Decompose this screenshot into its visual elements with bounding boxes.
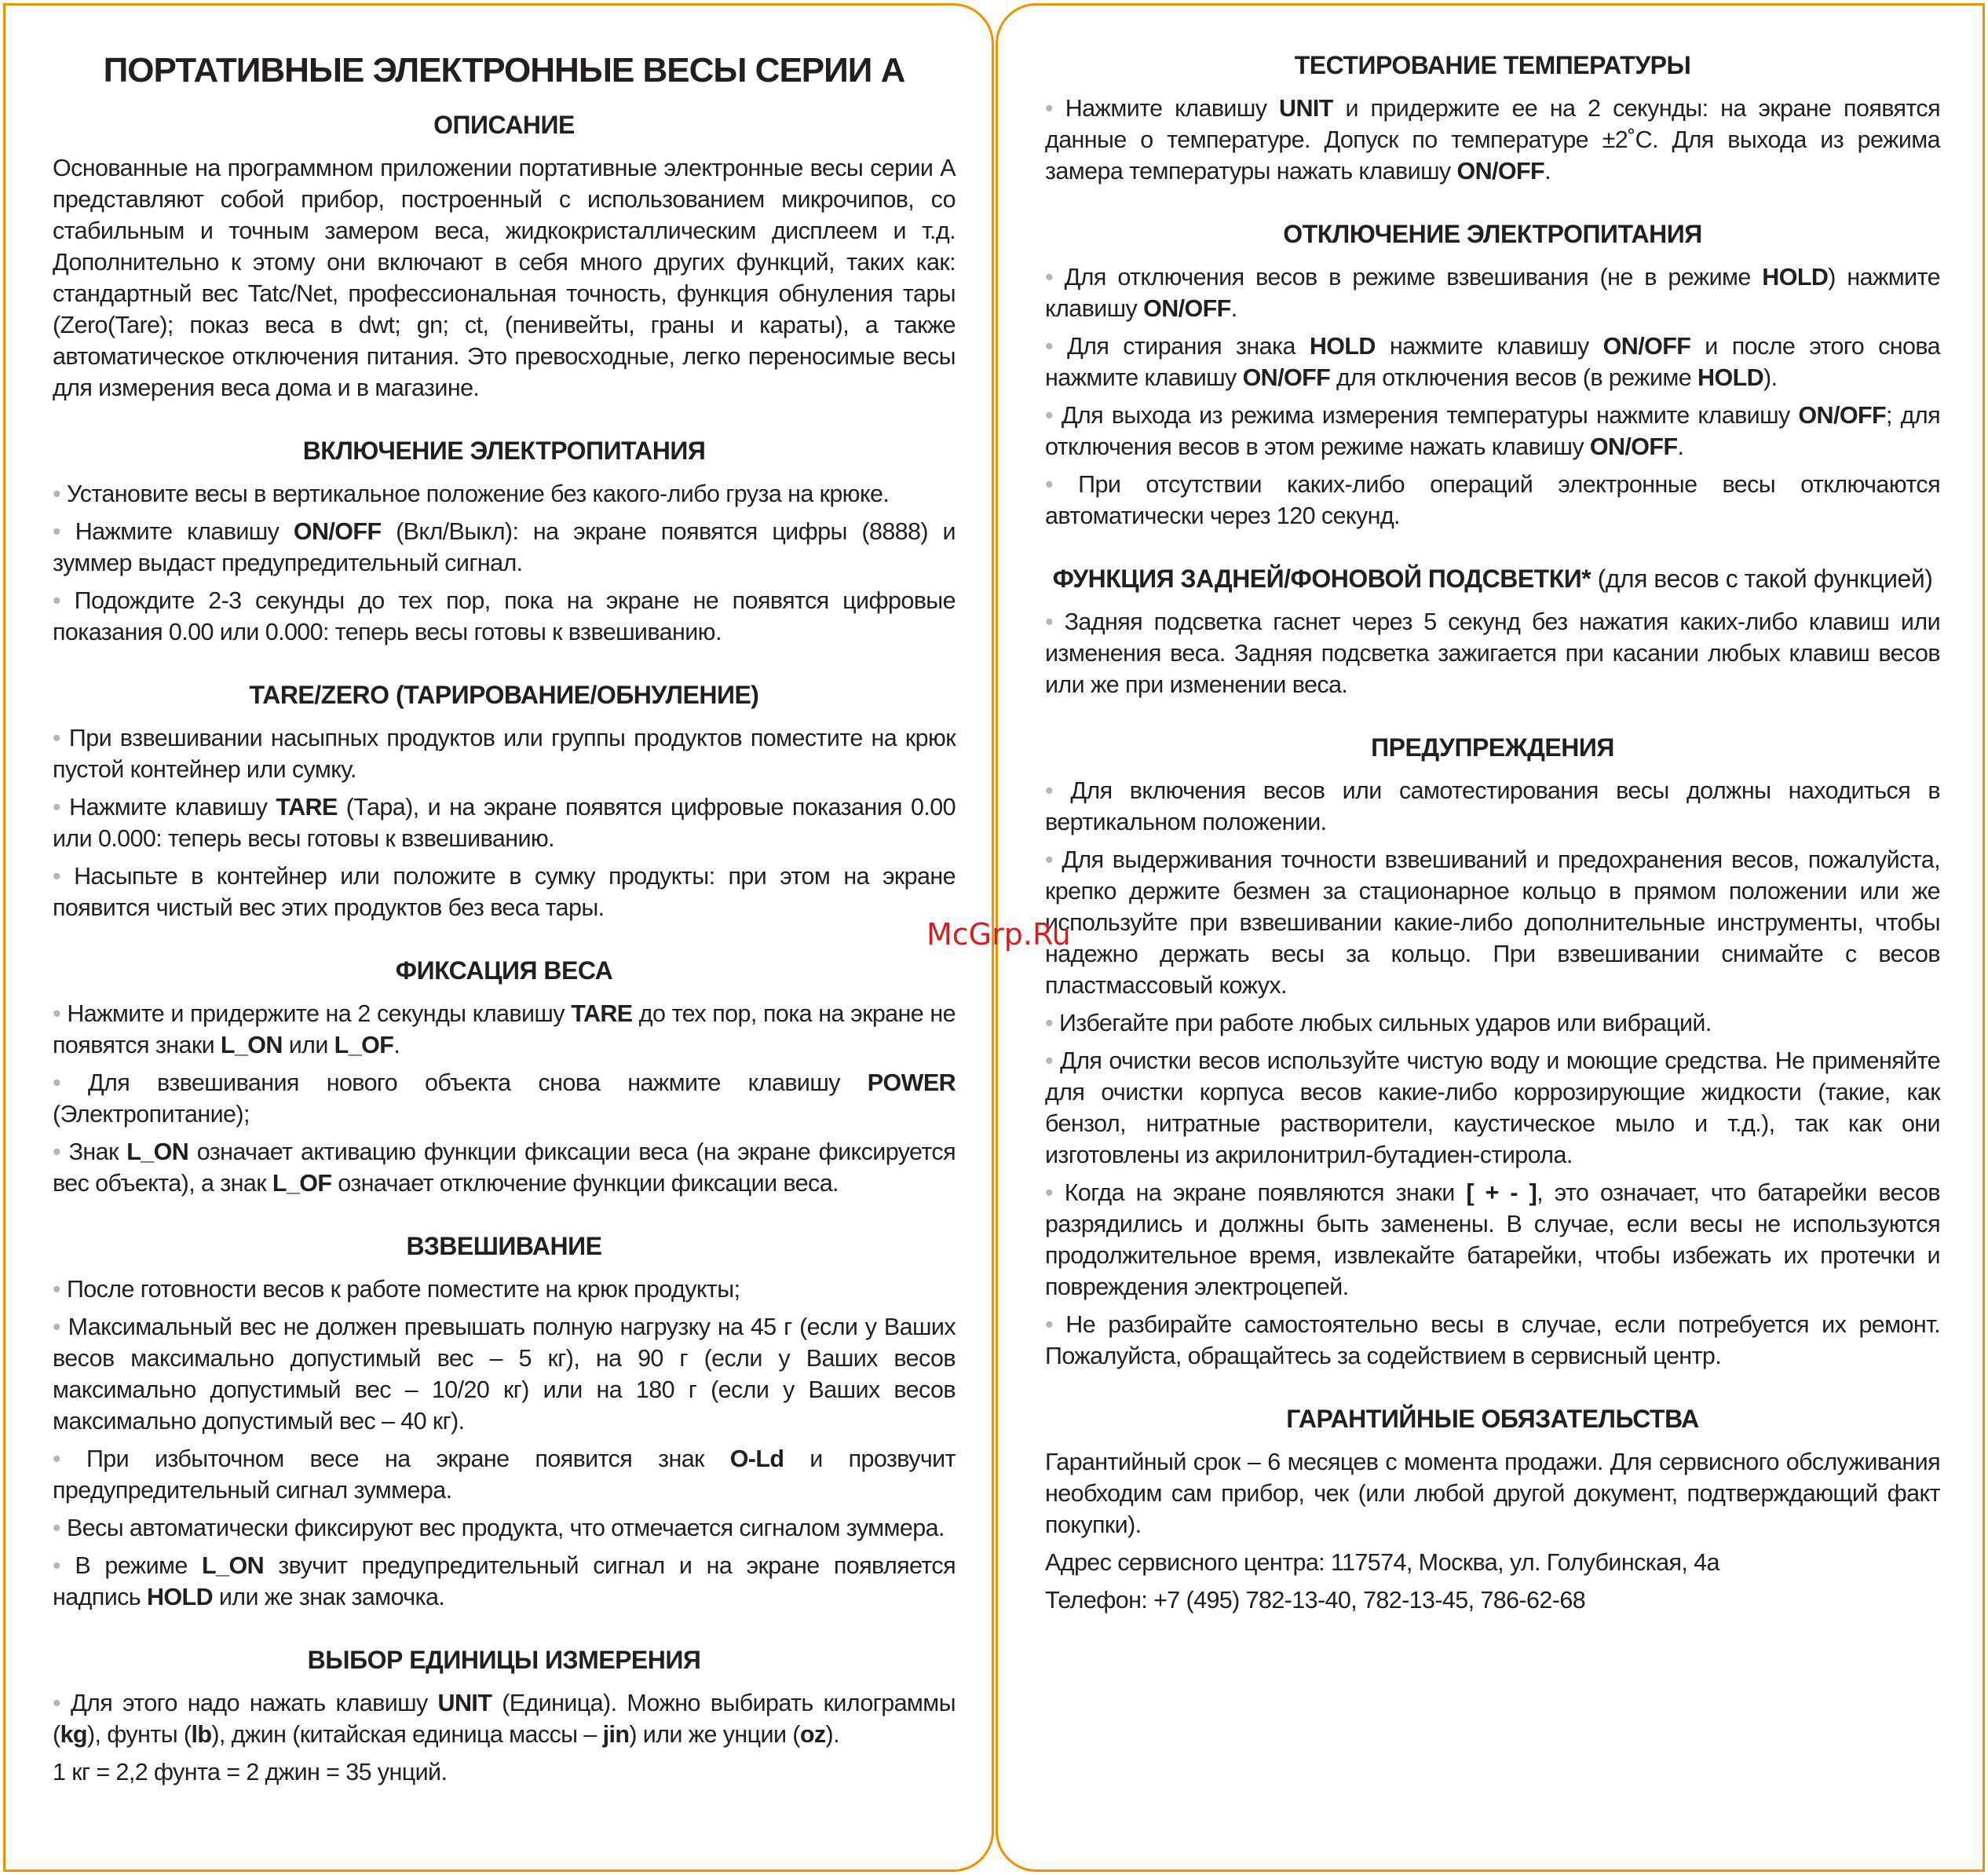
page-title: ПОРТАТИВНЫЕ ЭЛЕКТРОННЫЕ ВЕСЫ СЕРИИ А	[103, 51, 905, 90]
paragraph: • После готовности весов к работе поместите на крюк продукты;	[53, 1276, 740, 1303]
left-page	[3, 3, 994, 1872]
bullet-icon: •	[1045, 1047, 1054, 1074]
bullet-icon: •	[53, 1690, 61, 1716]
section-warranty	[1045, 1405, 1940, 1616]
section-power-on	[53, 437, 956, 648]
bullet-icon: •	[53, 587, 61, 614]
paragraph: • Максимальный вес не должен превышать полную нагрузку на 45 г (если у Ваших весов максимально допустимый вес – 5 кг), на 90 г (если у Ваших весов максимально допустимый вес – 10/20 кг) или на 180 г (если у Ваших весов максимально допустимый вес – 40 кг).	[53, 1314, 956, 1435]
bullet-icon: •	[53, 1515, 61, 1541]
paragraph: • Для отключения весов в режиме взвешивания (не в режиме HOLD) нажмите клавишу ON/OFF.	[1045, 264, 1940, 322]
section-note: (для весов с такой функцией)	[1591, 565, 1933, 593]
description-text: Основанные на программном приложении портативные электронные весы серии А представляют собой прибор, построенный с использованием микрочипов, со стабильным и точным замером веса, жидкокристаллическим дисплеем и т.д. Дополнительно к этому они включают в себя много других функций, таких как: стандартный вес Tatc/Net, профессиональная точность, функция обнуления тары (Zero(Tare); показ веса в dwt; gn; ct, (пенивейты, граны и караты), а также автоматическое отключения питания. Это превосходные, легко переносимые весы для измерения веса дома и в магазине.	[53, 155, 956, 401]
paragraph: • Нажмите клавишу UNIT и придержите ее на 2 секунды: на экране появятся данные о температуре. Допуск по температуре ±2˚С. Для выхода из режима замера температуры нажать клавишу ON/OFF.	[1045, 95, 1941, 185]
section-backlight	[1045, 565, 1940, 700]
paragraph: • При избыточном весе на экране появится знак O-Ld и прозвучит предупредительный сигнал зуммера.	[53, 1446, 956, 1504]
bullet-icon: •	[1045, 1311, 1054, 1338]
paragraph: • Для очистки весов используйте чистую воду и моющие средства. Не применяйте для очистки корпуса весов какие-либо коррозирующие жидкости (такие, как бензол, нитратные растворители, каустическое мыло и т.д.), так как они изготовлены из акрилонитрил-бутадиен-стирола.	[1045, 1047, 1940, 1168]
section-title: TARE/ZERO (ТАРИРОВАНИЕ/ОБНУЛЕНИЕ)	[249, 681, 759, 709]
paragraph: • Весы автоматически фиксируют вес продукта, что отмечается сигналом зуммера.	[53, 1515, 945, 1541]
paragraph: 1 кг = 2,2 фунта = 2 джин = 35 унций.	[53, 1759, 448, 1785]
section-description	[53, 111, 956, 404]
right-page	[996, 3, 1985, 1872]
bullet-icon: •	[1045, 402, 1054, 429]
bullet-icon: •	[53, 794, 61, 821]
bullet-icon: •	[1045, 333, 1054, 360]
bullet-icon: •	[53, 518, 61, 545]
paragraph: • Подождите 2-3 секунды до тех пор, пока на экране не появятся цифровые показания 0.00 или 0.000: теперь весы готовы к взвешиванию.	[53, 587, 956, 645]
bullet-icon: •	[53, 1139, 61, 1165]
bullet-icon: •	[1045, 95, 1054, 122]
section-title: ГАРАНТИЙНЫЕ ОБЯЗАТЕЛЬСТВА	[1286, 1405, 1699, 1433]
bullet-icon: •	[53, 1446, 61, 1472]
section-warnings	[1045, 733, 1940, 1372]
bullet-icon: •	[53, 1069, 61, 1096]
paragraph: • Нажмите и придержите на 2 секунды клавишу TARE до тех пор, пока на экране не появятся знаки L_ON или L_OF.	[53, 1000, 956, 1058]
section-tare	[53, 681, 956, 923]
left-column	[53, 5, 956, 1794]
section-weighing	[53, 1232, 956, 1613]
right-column	[1045, 5, 1940, 1622]
bullet-icon: •	[1045, 777, 1054, 804]
paragraph: • Для стирания знака HOLD нажмите клавишу ON/OFF и после этого снова нажмите клавишу ON/OFF для отключения весов (в режиме HOLD).	[1045, 333, 1941, 391]
section-title: ТЕСТИРОВАНИЕ ТЕМПЕРАТУРЫ	[1294, 51, 1691, 79]
section-title: ОТКЛЮЧЕНИЕ ЭЛЕКТРОПИТАНИЯ	[1283, 220, 1702, 248]
paragraph: • Задняя подсветка гаснет через 5 секунд без нажатия каких-либо клавиш или изменения веса. Задняя подсветка зажигается при касании любых клавиш весов или же при изменении веса.	[1045, 609, 1941, 698]
paragraph: • Нажмите клавишу ON/OFF (Вкл/Выкл): на экране появятся цифры (8888) и зуммер выдаст предупредительный сигнал.	[53, 518, 956, 576]
service-address: Адрес сервисного центра: 117574, Москва, ул. Голубинская, 4а	[1045, 1549, 1719, 1576]
paragraph: • Для взвешивания нового объекта снова нажмите клавишу POWER (Электропитание);	[53, 1069, 956, 1128]
paragraph: Гарантийный срок – 6 месяцев с момента продажи. Для сервисного обслуживания необходим сам прибор, чек (или любой другой документ, подтверждающий факт покупки).	[1045, 1449, 1940, 1538]
paragraph: • Не разбирайте самостоятельно весы в случае, если потребуется их ремонт. Пожалуйста, обращайтесь за содействием в сервисный центр.	[1045, 1311, 1941, 1369]
paragraph: • При отсутствии каких-либо операций электронные весы отключаются автоматически через 120 секунд.	[1045, 471, 1940, 529]
paragraph: • Насыпьте в контейнер или положите в сумку продукты: при этом на экране появится чистый вес этих продуктов без веса тары.	[53, 863, 956, 921]
section-title: ПРЕДУПРЕЖДЕНИЯ	[1371, 733, 1614, 762]
paragraph: • Установите весы в вертикальное положение без какого-либо груза на крюке.	[53, 481, 890, 507]
bullet-icon: •	[53, 1000, 61, 1027]
paragraph: • Нажмите клавишу TARE (Тара), и на экране появятся цифровые показания 0.00 или 0.000: теперь весы готовы к взвешиванию.	[53, 794, 956, 852]
bullet-icon: •	[1045, 471, 1054, 498]
paragraph: • При взвешивании насыпных продуктов или группы продуктов поместите на крюк пустой контейнер или сумку.	[53, 725, 956, 783]
bullet-icon: •	[1045, 846, 1054, 873]
paragraph: • Избегайте при работе любых сильных ударов или вибраций.	[1045, 1010, 1712, 1036]
paragraph: • Для этого надо нажать клавишу UNIT (Единица). Можно выбирать килограммы (kg), фунты (lb), джин (китайская единица массы – jin) или же унции (oz).	[53, 1690, 956, 1748]
bullet-icon: •	[53, 481, 61, 507]
paragraph: • Для выдерживания точности взвешиваний и предохранения весов, пожалуйста, крепко держите безмен за стационарное кольцо в прямом положении или же используйте при взвешивании какие-либо дополнительные инструменты, чтобы надежно держать весы за кольцо. При взвешивании снимайте с весов пластмассовый кожух.	[1045, 846, 1941, 999]
bullet-icon: •	[53, 1314, 61, 1340]
section-title: ВКЛЮЧЕНИЕ ЭЛЕКТРОПИТАНИЯ	[302, 437, 706, 465]
bullet-icon: •	[53, 1276, 61, 1303]
section-title: ОПИСАНИЕ	[433, 111, 575, 139]
paragraph: • Для выхода из режима измерения температуры нажмите клавишу ON/OFF; для отключения весов в этом режиме нажать клавишу ON/OFF.	[1045, 402, 1940, 460]
paragraph: • Знак L_ON означает активацию функции фиксации веса (на экране фиксируется вес объекта), а знак L_OF означает отключение функции фиксации веса.	[53, 1139, 956, 1197]
section-power-off	[1045, 220, 1940, 532]
section-title: ФИКСАЦИЯ ВЕСА	[395, 956, 613, 985]
paragraph: • В режиме L_ON звучит предупредительный сигнал и на экране появляется надпись HOLD или же знак замочка.	[53, 1552, 956, 1610]
watermark: McGrp.Ru	[926, 917, 1071, 952]
bullet-icon: •	[1045, 1179, 1054, 1206]
section-temperature	[1045, 51, 1940, 187]
paragraph: • Для включения весов или самотестирования весы должны находиться в вертикальном положении.	[1045, 777, 1940, 835]
bullet-icon: •	[53, 725, 61, 751]
section-title: ВЫБОР ЕДИНИЦЫ ИЗМЕРЕНИЯ	[307, 1646, 701, 1674]
bullet-icon: •	[53, 863, 61, 890]
section-title: ВЗВЕШИВАНИЕ	[406, 1232, 602, 1260]
service-phone: Телефон: +7 (495) 782-13-40, 782-13-45, 786-62-68	[1045, 1587, 1586, 1614]
bullet-icon: •	[53, 1552, 61, 1579]
bullet-icon: •	[1045, 609, 1054, 635]
bullet-icon: •	[1045, 264, 1054, 291]
paragraph: • Когда на экране появляются знаки [ + - ], это означает, что батарейки весов разрядились и должны быть заменены. В случае, если весы не используются продолжительное время, извлекайте батарейки, чтобы избежать их протечки и повреждения электроцепей.	[1045, 1179, 1940, 1300]
section-hold	[53, 956, 956, 1199]
bullet-icon: •	[1045, 1010, 1054, 1036]
section-title: ФУНКЦИЯ ЗАДНЕЙ/ФОНОВОЙ ПОДСВЕТКИ* (для весов с такой функцией)	[1052, 565, 1933, 593]
section-units	[53, 1646, 956, 1788]
